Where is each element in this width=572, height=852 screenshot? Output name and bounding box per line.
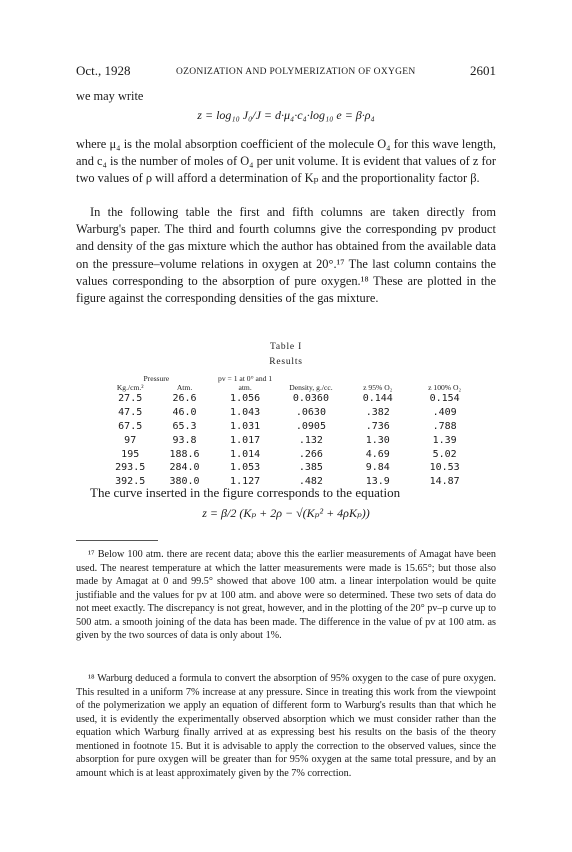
header-z95: z 95% O₂	[363, 383, 393, 392]
table-cell: 5.02	[432, 448, 457, 460]
footnote-rule	[76, 540, 158, 541]
paragraph-3-text: The curve inserted in the figure corresponds to the equation	[90, 485, 401, 500]
table-cell: .736	[365, 420, 390, 432]
table-cell: 293.5	[115, 462, 146, 474]
table-row	[102, 392, 476, 406]
table-cell: .788	[432, 420, 457, 432]
table-cell: 1.39	[432, 434, 457, 446]
footnote-18	[76, 672, 496, 780]
table-cell: 195	[121, 448, 140, 460]
table-cell: 26.6	[172, 393, 197, 405]
table-cell: 1.043	[230, 407, 261, 419]
table-cell: 392.5	[115, 476, 146, 488]
header-z100: z 100% O₂	[428, 383, 462, 392]
table-label: Table I	[269, 342, 303, 352]
table-row	[102, 433, 476, 447]
paragraph-2-text: In the following table the first and fifth columns are taken directly from Warburg's paper. The third and fourth columns give the corresponding pv product and density of the gas mixture which the author has obtained from the available data on the pressure–volume relations in oxygen at 20°.¹⁷ The last column contains the values corresponding to the absorption of pure oxygen.¹⁸ These are plotted in the figure against the corresponding densities of the gas mixture.	[76, 205, 496, 306]
table-cell: 47.5	[118, 407, 143, 419]
table-cell: 1.053	[230, 462, 261, 474]
table-cell: 4.69	[365, 448, 390, 460]
table-cell: 380.0	[169, 476, 200, 488]
table-cell: 0.154	[429, 393, 460, 405]
intro-text: we may write	[76, 89, 144, 103]
equation-1: z = log₁₀ J₀/J = d·μ₄·c₄·log₁₀ e = β·ρ₄	[197, 108, 375, 122]
table-cell: 46.0	[172, 407, 197, 419]
table-caption: Results	[269, 357, 303, 367]
body-paragraph-1	[76, 136, 496, 188]
table-cell: .482	[298, 476, 323, 488]
table-cell: 67.5	[118, 420, 143, 432]
header-kg: Kg./cm.²	[116, 383, 144, 392]
header-pv: pv = 1 at 0° and 1 atm.	[218, 374, 273, 392]
table-cell: .132	[298, 434, 323, 446]
header-pressure: Pressure	[143, 374, 170, 383]
table-row	[102, 420, 476, 434]
table-header-row-1	[102, 374, 476, 383]
table-cell: 0.0360	[292, 393, 329, 405]
table-cell: .0630	[295, 407, 326, 419]
table-cell: 1.127	[230, 476, 261, 488]
table-cell: 97	[124, 434, 137, 446]
table-cell: 13.9	[365, 476, 390, 488]
table-cell: 0.144	[362, 393, 393, 405]
equation-2: z = β/2 (Kₚ + 2ρ − √(Kₚ² + 4ρKₚ))	[202, 506, 370, 520]
table-cell: .382	[365, 407, 390, 419]
intro-line	[76, 88, 496, 105]
table-cell: 93.8	[172, 434, 197, 446]
table-cell: 1.056	[230, 393, 261, 405]
table-cell: 284.0	[169, 462, 200, 474]
table-cell: 1.30	[365, 434, 390, 446]
table-row	[102, 406, 476, 420]
page-number: 2601	[470, 63, 496, 78]
body-paragraph-2	[76, 204, 496, 307]
footnote-17	[76, 548, 496, 643]
table-cell: 14.87	[429, 476, 460, 488]
table-cell: 65.3	[172, 420, 197, 432]
body-paragraph-3	[76, 484, 496, 501]
table-cell: 188.6	[169, 448, 200, 460]
table-cell: 1.014	[230, 448, 261, 460]
table-cell: .0905	[295, 420, 326, 432]
header-atm: Atm.	[176, 383, 193, 392]
header-title: OZONIZATION AND POLYMERIZATION OF OXYGEN	[176, 67, 416, 77]
header-density: Density, g./cc.	[289, 383, 333, 392]
table-cell: 10.53	[429, 462, 460, 474]
table-cell: 1.031	[230, 420, 261, 432]
footnote-18-text: ¹⁸ Warburg deduced a formula to convert the absorption of 95% oxygen to the case of pure oxygen. This resulted in a uniform 7% increase at any pressure. Since in treating this work from the viewpoint of the polymerization we apply an equation of different form to Warburg's results than that which he used, it is evidently the experimentally observed absorption which we must consider rather than the equation which Warburg finally arrived at as expressing best his results on the basis of the theory mentioned in footnote 15. But it is advisable to apply the correction to the observed values, since the absorption for pure oxygen will be greater than for 95% oxygen at the same total pressure, and by an amount which is at least approximately given by the 7% correction.	[76, 673, 496, 779]
running-header	[76, 62, 496, 80]
table-body	[102, 392, 476, 489]
table-cell: 9.84	[365, 462, 390, 474]
table-cell: .385	[298, 462, 323, 474]
paragraph-1-text: where μ₄ is the molal absorption coefficient of the molecule O₄ for this wave length, and c₄ is the number of moles of O₄ per unit volume. It is evident that values of z for two values of ρ will afford a determination of Kₚ and the proportionality factor β.	[76, 137, 496, 186]
footnote-17-text: ¹⁷ Below 100 atm. there are recent data; above this the earlier measurements of Amagat have been used. The nearest temperature at which the latter measurements were made is 15.65°; but those also made by Amagat at 0 and 99.5° showed that above 100 atm. a linear interpolation would be quite justifiable and the values for pv at 100 atm. and above were so determined. These two sets of data do not meet exactly. The discrepancy is not great, however, and in the plotting of the 20° pv–p curve up to 500 atm. a smooth joining of the data has been made. The difference in the value of pv at 100 atm. as given by the two sources of data is only about 1%.	[76, 549, 496, 642]
table-row	[102, 447, 476, 461]
table-cell: 27.5	[118, 393, 143, 405]
table-cell: 1.017	[230, 434, 261, 446]
table-row	[102, 461, 476, 475]
results-table	[102, 374, 476, 489]
header-date: Oct., 1928	[76, 63, 131, 78]
table-cell: .266	[298, 448, 323, 460]
table-cell: .409	[432, 407, 457, 419]
